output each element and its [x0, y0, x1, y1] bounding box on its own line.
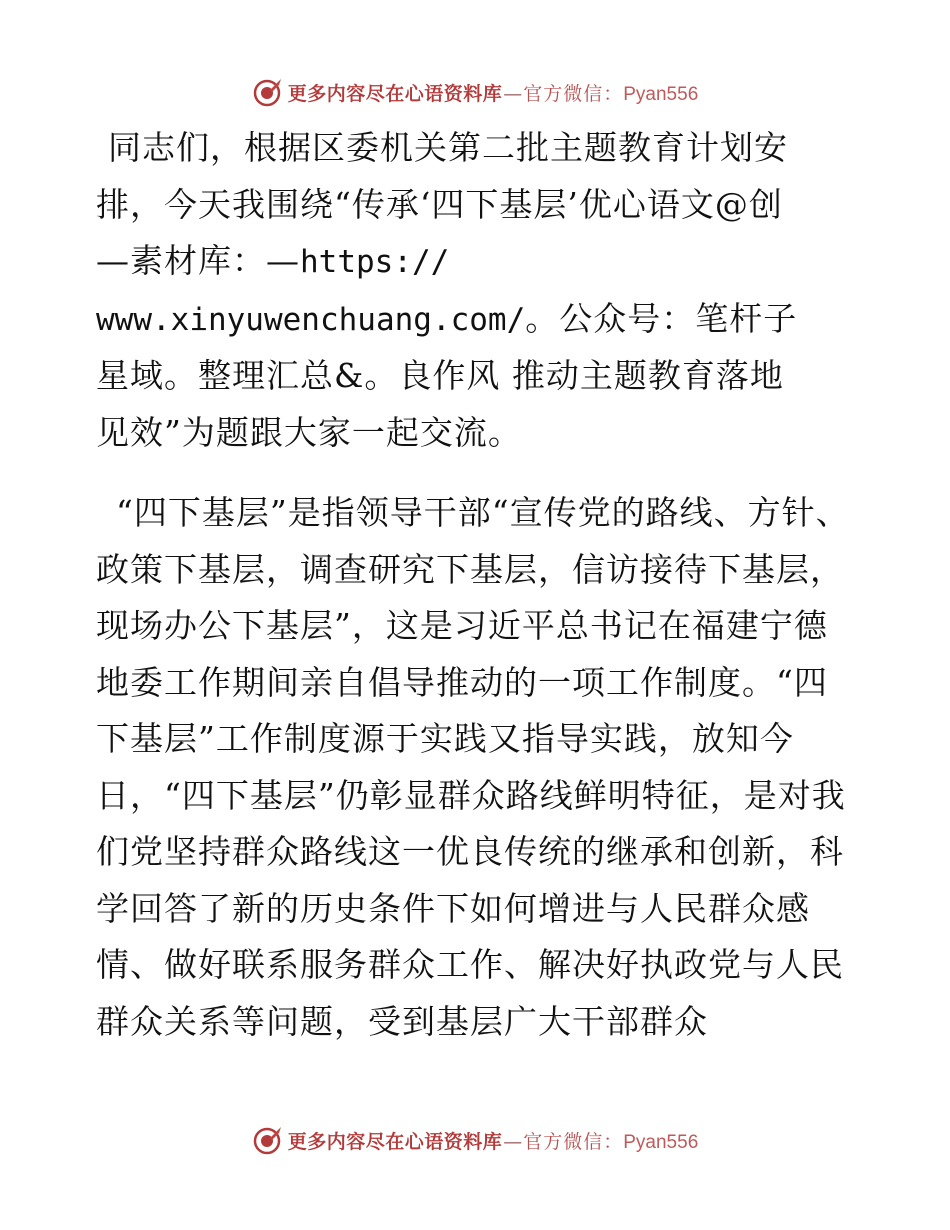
- watermark-separator: —: [503, 82, 523, 105]
- watermark-handle: Pyan556: [623, 83, 699, 105]
- paragraph-four-grassroots: “四下基层”是指领导干部“宣传党的路线、方针、政策下基层，调查研究下基层，信访接待下基层，现场办公下基层”，这是习近平总书记在福建宁德地委工作期间亲自倡导推动的一项工作制度。“四下基层”工作制度源于实践又指导实践，放知今日，“四下基层”仍彰显群众路线鲜明特征，是对我们党坚持群众路线这一优良传统的继承和创新，科学回答了新的历史条件下如何增进与人民群众感情、做好联系服务群众工作、解决好执政党与人民群众关系等问题，受到基层广大干部群众: [96, 493, 850, 1041]
- intro-url-domain: www.xinyuwenchuang.com/: [96, 301, 526, 338]
- paragraph-intro: [96, 120, 856, 461]
- document-body: [96, 120, 856, 1050]
- footer-watermark: [0, 1120, 950, 1160]
- watermark-brand: 更多内容尽在心语资料库: [287, 82, 503, 105]
- intro-text-start: 同志们，根据区委机关第二批主题教育计划安排，今天我围绕“传承‘四下基层’优心语文@创—素材库：—: [96, 128, 788, 280]
- intro-url-scheme: https://: [300, 244, 450, 280]
- intro-text-end: 。公众号：笔杆子星域。整理汇总&。良作风 推动主题教育落地见效”为题跟大家一起交流。: [96, 298, 798, 452]
- watermark-separator: —: [503, 1130, 523, 1153]
- watermark-handle: Pyan556: [623, 1131, 699, 1153]
- watermark-brand: 更多内容尽在心语资料库: [287, 1130, 503, 1153]
- quill-circle-icon: [252, 76, 284, 108]
- watermark-label: 官方微信：: [523, 1130, 624, 1153]
- quill-circle-icon: [252, 1124, 284, 1156]
- watermark-label: 官方微信：: [523, 82, 624, 105]
- header-watermark: [0, 72, 950, 112]
